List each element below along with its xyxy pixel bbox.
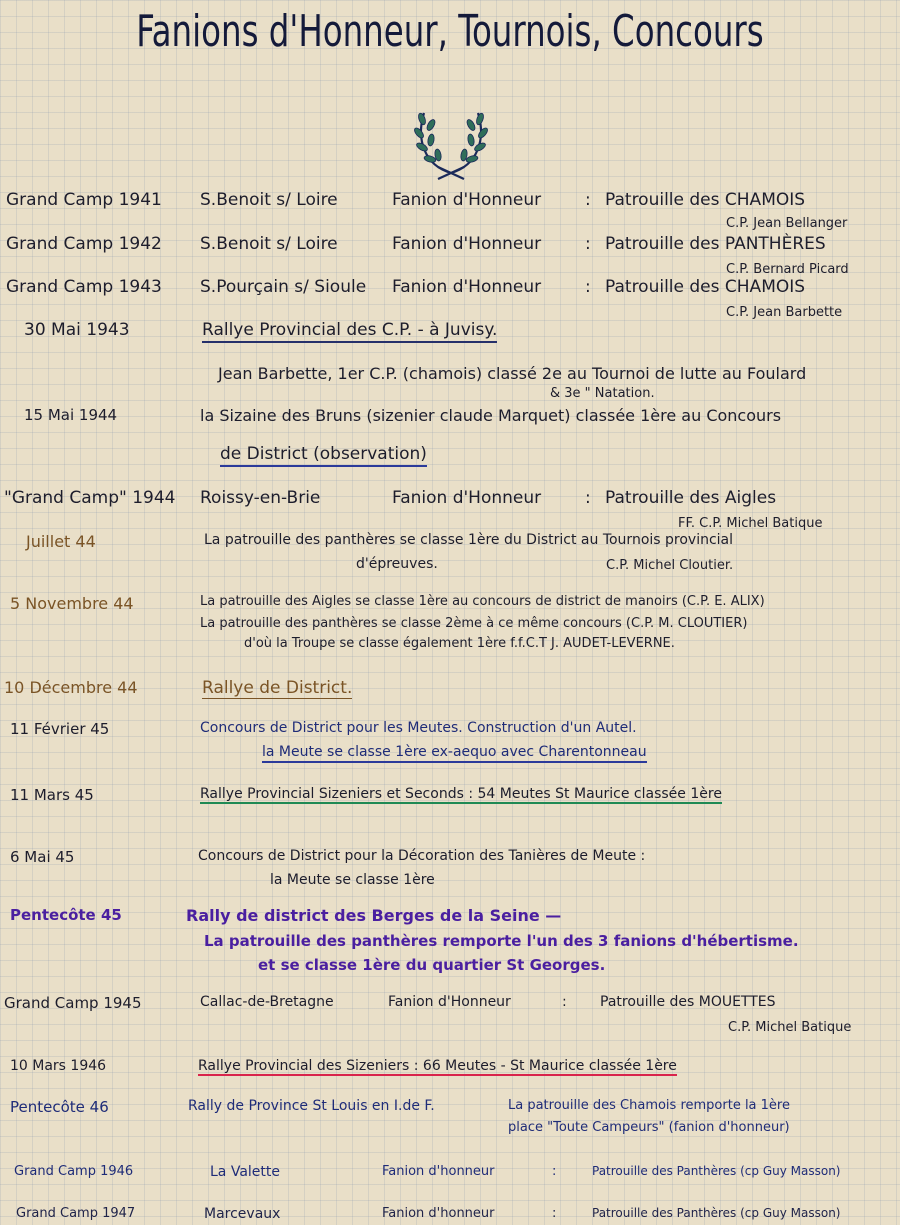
entry-note: C.P. Jean Bellanger bbox=[726, 216, 848, 231]
entry-note: C.P. Michel Cloutier. bbox=[606, 558, 734, 573]
entry-date: Grand Camp 1941 bbox=[6, 190, 162, 210]
entry-detail: la Meute se classe 1ère bbox=[270, 872, 435, 888]
entry-award: Fanion d'Honneur bbox=[392, 488, 542, 508]
entry-note: FF. C.P. Michel Batique bbox=[678, 516, 823, 531]
entry-date: Pentecôte 45 bbox=[10, 906, 122, 924]
entry-award: Fanion d'Honneur bbox=[392, 234, 542, 254]
entry-date: 10 Décembre 44 bbox=[4, 678, 138, 697]
entry-date: 6 Mai 45 bbox=[10, 848, 75, 866]
entry-result: La patrouille des panthères se classe 1ère du District au Tournois provincial bbox=[204, 532, 734, 548]
entry-detail: La patrouille des panthères remporte l'un des 3 fanions d'hébertisme. bbox=[204, 932, 799, 950]
entry-result: Patrouille des CHAMOIS bbox=[605, 190, 806, 210]
entry-place: La Valette bbox=[210, 1164, 280, 1180]
entry-result: La patrouille des Chamois remporte la 1ère bbox=[508, 1098, 790, 1113]
entry-colon: : bbox=[552, 1164, 557, 1179]
entry-date: Grand Camp 1943 bbox=[6, 277, 162, 297]
entry-detail: d'épreuves. bbox=[356, 556, 438, 572]
entry-date: Juillet 44 bbox=[26, 532, 96, 551]
entry-result: Patrouille des Panthères (cp Guy Masson) bbox=[592, 1164, 841, 1178]
entry-date: Grand Camp 1942 bbox=[6, 234, 162, 254]
entry-detail-2: & 3e " Natation. bbox=[550, 386, 655, 401]
entry-place: S.Pourçain s/ Sioule bbox=[200, 277, 367, 297]
entry-result: Concours de District pour la Décoration des Tanières de Meute : bbox=[198, 848, 646, 864]
entry-award: Fanion d'Honneur bbox=[392, 190, 542, 210]
entry-result: Rallye Provincial des Sizeniers : 66 Meutes - St Maurice classée 1ère bbox=[198, 1058, 677, 1074]
entry-place: Callac-de-Bretagne bbox=[200, 994, 334, 1010]
page-title: Fanions d'Honneur, Tournois, Concours bbox=[136, 6, 764, 57]
entry-colon: : bbox=[585, 190, 591, 210]
entry-award: Fanion d'Honneur bbox=[392, 277, 542, 297]
entry-colon: : bbox=[585, 234, 591, 254]
entry-date: 11 Février 45 bbox=[10, 720, 110, 738]
entry-place: Rally de Province St Louis en I.de F. bbox=[188, 1098, 435, 1114]
entry-award: Fanion d'honneur bbox=[382, 1206, 495, 1221]
entry-result: Patrouille des PANTHÈRES bbox=[605, 234, 826, 254]
entry-result: La patrouille des Aigles se classe 1ère au concours de district de manoirs (C.P. E. ALIX) bbox=[200, 594, 765, 609]
entry-place: Roissy-en-Brie bbox=[200, 488, 321, 508]
entry-place: S.Benoit s/ Loire bbox=[200, 190, 338, 210]
entry-colon: : bbox=[562, 994, 567, 1010]
entry-detail: de District (observation) bbox=[220, 444, 427, 467]
entry-award: Fanion d'honneur bbox=[382, 1164, 495, 1179]
entry-result: Patrouille des Aigles bbox=[605, 488, 777, 508]
entry-detail-2: d'où la Troupe se classe également 1ère f.f.C.T J. AUDET-LEVERNE. bbox=[244, 636, 675, 651]
entry-result: Patrouille des MOUETTES bbox=[600, 994, 776, 1010]
entry-note: C.P. Michel Batique bbox=[728, 1020, 852, 1035]
entry-date: 10 Mars 1946 bbox=[10, 1058, 107, 1074]
entry-result: Rallye de District. bbox=[202, 678, 353, 698]
entry-award: Fanion d'Honneur bbox=[388, 994, 511, 1010]
entry-result: Patrouille des CHAMOIS bbox=[605, 277, 806, 297]
entry-detail: La patrouille des panthères se classe 2ème à ce même concours (C.P. M. CLOUTIER) bbox=[200, 616, 748, 631]
entry-date: Pentecôte 46 bbox=[10, 1098, 109, 1116]
entry-date: Grand Camp 1946 bbox=[14, 1164, 134, 1179]
entry-detail: la Meute se classe 1ère ex-aequo avec Charentonneau bbox=[262, 744, 647, 763]
entry-date: 30 Mai 1943 bbox=[24, 320, 130, 340]
entry-result: Rallye Provincial des C.P. - à Juvisy. bbox=[202, 320, 497, 343]
entry-colon: : bbox=[585, 277, 591, 297]
entry-detail: Jean Barbette, 1er C.P. (chamois) classé 2e au Tournoi de lutte au Foulard bbox=[218, 364, 807, 383]
entry-note: C.P. Jean Barbette bbox=[726, 305, 843, 320]
entry-result: la Sizaine des Bruns (sizenier claude Marquet) classée 1ère au Concours bbox=[200, 406, 782, 425]
entry-date: 15 Mai 1944 bbox=[24, 406, 118, 424]
entry-result: Concours de District pour les Meutes. Construction d'un Autel. bbox=[200, 720, 637, 736]
laurel-wreath-icon bbox=[410, 95, 492, 183]
entry-colon: : bbox=[552, 1206, 557, 1221]
entry-note: C.P. Bernard Picard bbox=[726, 262, 849, 277]
entry-detail: place "Toute Campeurs" (fanion d'honneur) bbox=[508, 1120, 790, 1135]
entry-place: S.Benoit s/ Loire bbox=[200, 234, 338, 254]
entry-result: Rallye Provincial Sizeniers et Seconds : 54 Meutes St Maurice classée 1ère bbox=[200, 786, 722, 802]
entry-place: Marcevaux bbox=[204, 1206, 281, 1222]
entry-colon: : bbox=[585, 488, 591, 508]
entry-date: "Grand Camp" 1944 bbox=[4, 488, 176, 508]
entry-date: Grand Camp 1947 bbox=[16, 1206, 136, 1221]
entry-result: Patrouille des Panthères (cp Guy Masson) bbox=[592, 1206, 841, 1220]
entry-result: Rally de district des Berges de la Seine — bbox=[186, 906, 562, 925]
entry-date: Grand Camp 1945 bbox=[4, 994, 142, 1012]
entry-detail-2: et se classe 1ère du quartier St Georges. bbox=[258, 956, 606, 974]
entry-date: 11 Mars 45 bbox=[10, 786, 94, 804]
entry-date: 5 Novembre 44 bbox=[10, 594, 134, 613]
